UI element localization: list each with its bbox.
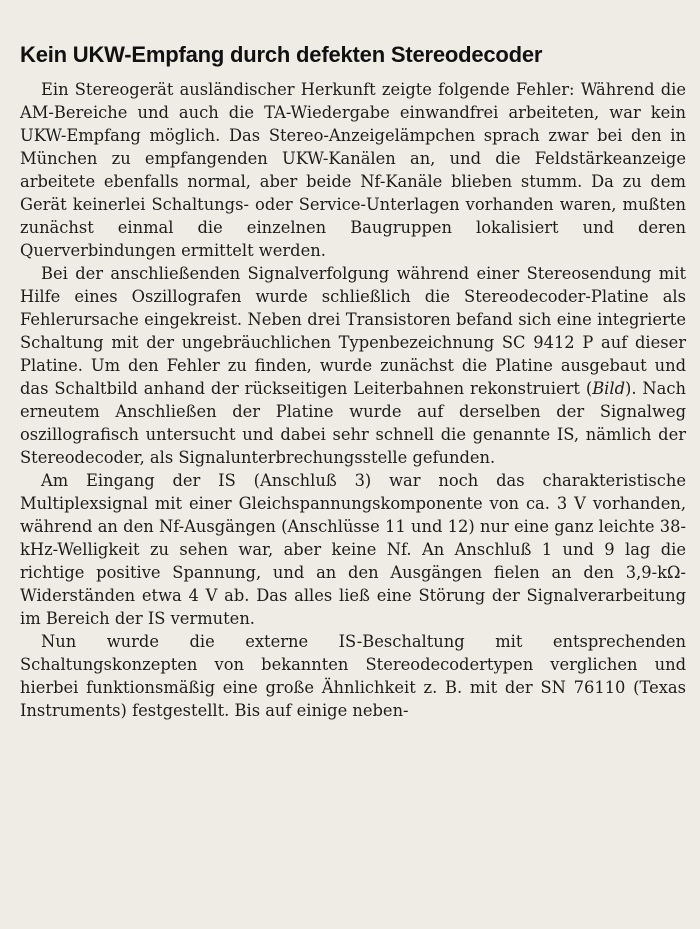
- paragraph-4: Nun wurde die externe IS-Beschaltung mit entsprechenden Schaltungskonzepten von bekannten Stereodecodertypen verglichen und hierbei funktionsmäßig eine große Ähnlichkeit z. B. mit der SN 76110 (Texas Instruments) festgestellt. Bis auf einige neben-: [20, 632, 686, 720]
- article-body: [20, 78, 686, 722]
- paragraph-2: Bei der anschließenden Signalverfolgung während einer Stereosendung mit Hilfe eines Oszillografen wurde schließlich die Stereodecoder-Platine als Fehlerursache eingekreist. Neben drei Transistoren befand sich eine integrierte Schaltung mit der ungebräuchlichen Typenbezeichnung SC 9412 P auf dieser Platine. Um den Fehler zu finden, wurde zunächst die Platine ausgebaut und das Schaltbild anhand der rückseitigen Leiterbahnen rekonstruiert (Bild). Nach erneutem Anschließen der Platine wurde auf derselben der Signalweg oszillografisch untersucht und dabei sehr schnell die genannte IS, nämlich der Stereodecoder, als Signalunterbrechungsstelle gefunden.: [20, 264, 686, 467]
- figure-reference: Bild: [592, 379, 626, 398]
- article-title: Kein UKW-Empfang durch defekten Stereodecoder: [20, 42, 543, 67]
- paragraph-1: Ein Stereogerät ausländischer Herkunft zeigte folgende Fehler: Während die AM-Bereiche und auch die TA-Wiedergabe einwandfrei arbeiteten, war kein UKW-Empfang möglich. Das Stereo-Anzeigelämpchen sprach zwar bei den in München zu empfangenden UKW-Kanälen an, und die Feldstärkeanzeige arbeitete ebenfalls normal, aber beide Nf-Kanäle blieben stumm. Da zu dem Gerät keinerlei Schaltungs- oder Service-Unterlagen vorhanden waren, mußten zunächst einmal die einzelnen Baugruppen lokalisiert und deren Querverbindungen ermittelt werden.: [20, 80, 686, 260]
- paragraph-3: Am Eingang der IS (Anschluß 3) war noch das charakteristische Multiplexsignal mit einer Gleichspannungskomponente von ca. 3 V vorhanden, während an den Nf-Ausgängen (Anschlüsse 11 und 12) nur eine ganz leichte 38-kHz-Welligkeit zu sehen war, aber keine Nf. An Anschluß 1 und 9 lag die richtige positive Spannung, und an den Ausgängen fielen an den 3,9-kΩ-Widerständen etwa 4 V ab. Das alles ließ eine Störung der Signalverarbeitung im Bereich der IS vermuten.: [20, 471, 686, 628]
